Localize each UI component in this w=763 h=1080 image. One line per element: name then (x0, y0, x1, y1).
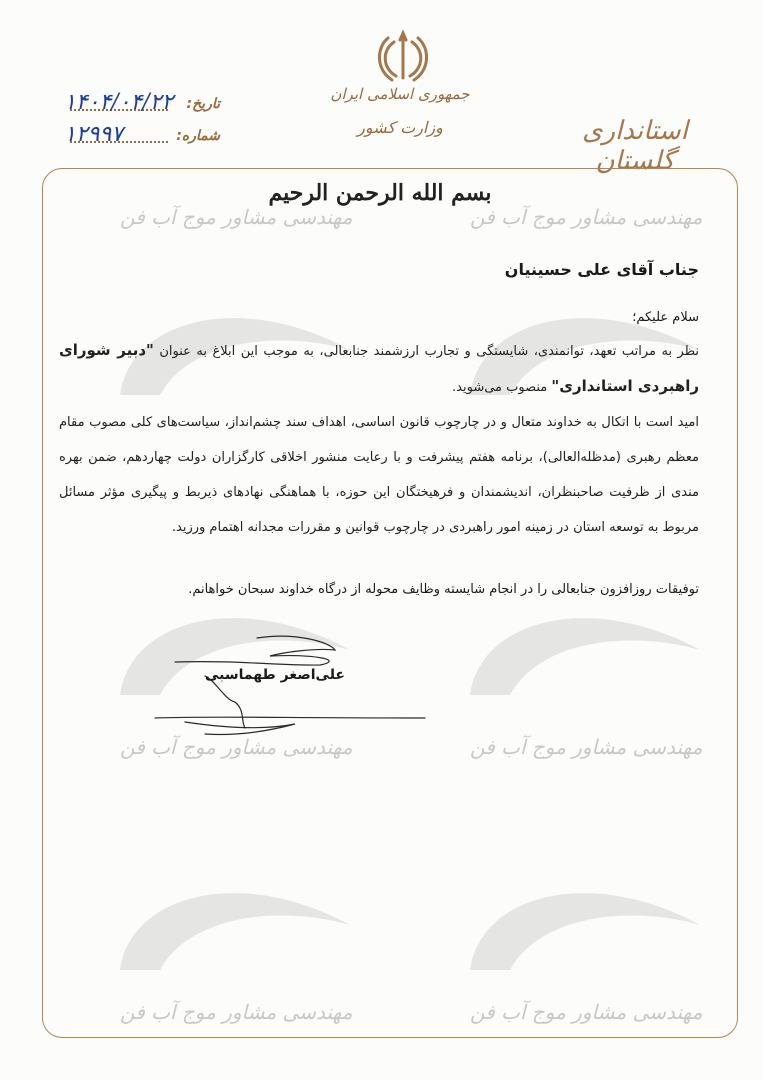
salutation: سلام علیکم؛ (632, 310, 699, 325)
closing-line: توفیقات روزافزون جنابعالی را در انجام شایسته وظایف محوله از درگاه خداوند سبحان خواهانم. (188, 582, 699, 597)
watermark-text: مهندسی مشاور موج آب فن (470, 205, 703, 229)
province-name: استانداری گلستان (582, 116, 688, 176)
date-label: تاریخ: (186, 96, 220, 112)
watermark-text: مهندسی مشاور موج آب فن (120, 205, 353, 229)
date-field (60, 92, 220, 118)
number-value: ۱۲۹۹۷ (64, 122, 124, 147)
watermark-text: مهندسی مشاور موج آب فن (470, 735, 703, 759)
appointment-paragraph (59, 333, 699, 405)
watermark-text: مهندسی مشاور موج آب فن (120, 735, 353, 759)
emblem-icon (374, 30, 432, 84)
country-name: جمهوری اسلامی ایران (330, 85, 470, 103)
date-value: ۱۴۰۴/۰۴/۲۲ (64, 90, 174, 115)
duties-paragraph: امید است با اتکال به خداوند متعال و در چارچوب قانون اساسی، اهداف سند چشم‌انداز، سیاست‌های کلی مصوب مقام معظم رهبری (مدظله‌العالی)، برنامه هفتم پیشرفت و با رعایت منشور اخلاقی کارگزاران دولت چهاردهم، ضمن بهره مندی از ظرفیت صاحبنظران، اندیشمندان و فرهیختگان این حوزه، با هماهنگی نهادهای ذیربط و پیگیری مؤثر مسائل مربوط به توسعه استان در زمینه امور راهبردی در چارچوب قوانین و مقررات مجدانه اهتمام ورزید. (59, 415, 699, 535)
appointment-text: نظر به مراتب تعهد، توانمندی، شایستگی و تجارب ارزشمند جنابعالی، به موجب این ابلاغ به عنوان (159, 344, 699, 359)
number-field (60, 124, 220, 150)
signer-name: علی‌اصغر طهماسبی (205, 667, 345, 683)
recipient: جناب آقای علی حسینیان (504, 260, 699, 279)
basmala: بسم الله الرحمن الرحیم (268, 180, 492, 206)
watermark-text: مهندسی مشاور موج آب فن (120, 1000, 353, 1024)
watermark-text: مهندسی مشاور موج آب فن (470, 1000, 703, 1024)
ministry-name: وزارت کشور (357, 118, 443, 137)
signature-scribble (145, 630, 435, 740)
appointment-title: "دبیر شورای راهبردی استانداری" (59, 341, 699, 395)
letter-frame (42, 168, 738, 1038)
number-label: شماره: (176, 128, 220, 144)
appointment-suffix: منصوب می‌شوید. (452, 380, 548, 395)
